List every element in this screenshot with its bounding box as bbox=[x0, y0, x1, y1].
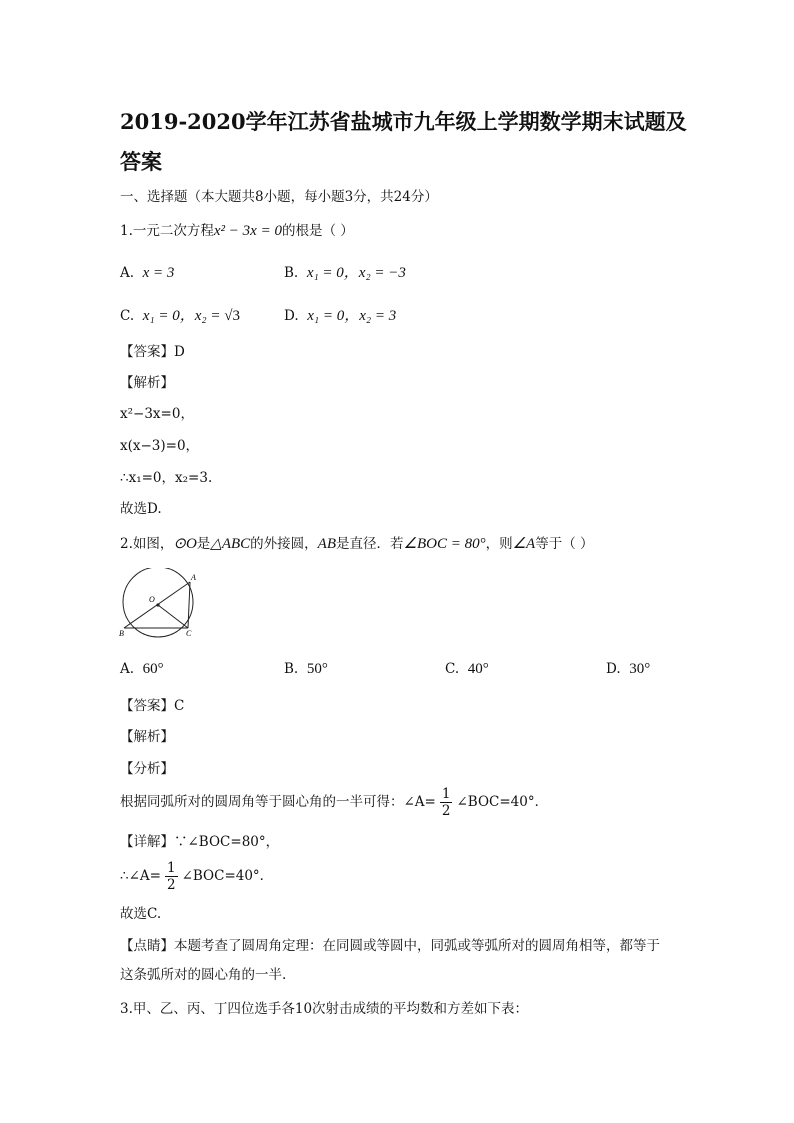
q2-stem-d: 是直径．若 bbox=[336, 536, 404, 552]
fenxi-text-b: ∠BOC=40°． bbox=[456, 794, 549, 810]
dianjing-tag: 【点睛】 bbox=[120, 938, 174, 954]
chord-ac bbox=[188, 582, 190, 628]
q1-answer bbox=[120, 343, 185, 361]
q2-circle-symbol: ⊙O bbox=[173, 536, 197, 552]
answer-value: C bbox=[174, 698, 185, 714]
q2-angle-boc: ∠BOC = 80° bbox=[403, 536, 486, 552]
q1-stem-b: 的根是（ ） bbox=[281, 223, 354, 239]
q2-detail-line1 bbox=[120, 833, 279, 851]
option-label: C. bbox=[120, 308, 135, 324]
q2-triangle-symbol: △ABC bbox=[210, 536, 251, 552]
q1-conclusion: 故选D. bbox=[120, 501, 162, 517]
fenxi-text-a: 根据同弧所对的圆周角等于圆心角的一半可得：∠A= bbox=[120, 794, 436, 810]
q1-analysis-tag: 【解析】 bbox=[120, 375, 174, 391]
option-math: 40° bbox=[467, 661, 489, 677]
q1-stem bbox=[120, 222, 354, 240]
answer-value: D bbox=[174, 344, 185, 360]
q2-stem-f: 等于（ ） bbox=[535, 536, 594, 552]
q1-step-2: x(x−3)=0， bbox=[120, 438, 200, 454]
option-math: x = 3 bbox=[142, 265, 175, 281]
center-point bbox=[156, 603, 159, 606]
option-math: x₁ = 0，x₂ = bbox=[142, 308, 225, 324]
detail-text-b2: ∠BOC=40°． bbox=[181, 868, 274, 884]
radius-oc bbox=[158, 605, 188, 628]
q2-conclusion: 故选C. bbox=[120, 906, 162, 922]
q2-angle-a: ∠A bbox=[512, 536, 536, 552]
q2-stem-e: ，则 bbox=[485, 536, 513, 552]
q1-stem-math: x² − 3x = 0 bbox=[213, 223, 282, 239]
circumcircle bbox=[123, 568, 193, 637]
detail-text-a: ∵∠BOC=80°， bbox=[174, 834, 280, 850]
option-math: 60° bbox=[142, 661, 164, 677]
option-label: A. bbox=[120, 661, 135, 677]
q1-option-c bbox=[120, 307, 240, 325]
fraction-denominator: 2 bbox=[166, 877, 176, 893]
label-b: B bbox=[119, 629, 124, 638]
option-math: x₁ = 0，x₂ = 3 bbox=[307, 308, 397, 324]
q2-analysis-tag: 【解析】 bbox=[120, 729, 174, 745]
doc-title-line2: 答案 bbox=[120, 149, 162, 174]
q2-fenxi-tag: 【分析】 bbox=[120, 761, 174, 777]
half-fraction bbox=[165, 860, 178, 893]
q1-step-3: ∴x₁=0，x₂=3. bbox=[120, 470, 213, 486]
q2-stem-a: 2.如图， bbox=[120, 536, 174, 552]
detail-tag: 【详解】 bbox=[120, 834, 174, 850]
answer-tag: 【答案】 bbox=[120, 344, 174, 360]
label-a: A bbox=[191, 573, 196, 582]
fraction-numerator: 1 bbox=[166, 860, 176, 876]
dianjing-text: 本题考查了圆周角定理：在同圆或等圆中，同弧或等弧所对的圆周角相等，都等于 bbox=[174, 938, 660, 954]
q2-option-c bbox=[445, 660, 489, 678]
option-label: C. bbox=[445, 661, 460, 677]
q2-detail-line2 bbox=[120, 860, 273, 893]
option-math: 30° bbox=[629, 661, 651, 677]
q2-option-d bbox=[606, 660, 650, 678]
sqrt-three: √3 bbox=[224, 308, 240, 324]
q2-stem-c: 的外接圆， bbox=[250, 536, 318, 552]
option-label: A. bbox=[120, 265, 135, 281]
q1-option-b bbox=[284, 264, 406, 282]
q2-dianjing-line2: 这条弧所对的圆心角的一半. bbox=[120, 967, 287, 983]
q2-answer bbox=[120, 697, 184, 715]
section-heading: 一、选择题（本大题共8小题，每小题3分，共24分） bbox=[120, 189, 438, 205]
q1-option-a bbox=[120, 264, 174, 282]
detail-text-b1: ∴∠A= bbox=[120, 868, 161, 884]
q2-dianjing-line1 bbox=[120, 937, 660, 955]
option-label: B. bbox=[284, 661, 299, 677]
q2-fenxi-line bbox=[120, 786, 548, 819]
q1-option-d bbox=[284, 307, 396, 325]
q2-stem-b: 是 bbox=[196, 536, 211, 552]
doc-title-line1: 2019-2020学年江苏省盐城市九年级上学期数学期末试题及 bbox=[120, 109, 687, 134]
fraction-denominator: 2 bbox=[441, 803, 451, 819]
q2-option-b bbox=[284, 660, 328, 678]
fraction-numerator: 1 bbox=[441, 786, 451, 802]
q1-stem-a: 1.一元二次方程 bbox=[120, 223, 214, 239]
q2-ab: AB bbox=[317, 536, 336, 552]
q2-circle-figure bbox=[116, 568, 202, 640]
label-c: C bbox=[186, 629, 192, 638]
label-o: O bbox=[149, 595, 155, 604]
q1-step-1: x²−3x=0， bbox=[120, 406, 194, 422]
option-label: B. bbox=[284, 265, 299, 281]
q2-stem bbox=[120, 535, 594, 553]
option-label: D. bbox=[606, 661, 621, 677]
option-math: 50° bbox=[306, 661, 328, 677]
option-math: x₁ = 0，x₂ = −3 bbox=[306, 265, 406, 281]
q3-stem: 3.甲、乙、丙、丁四位选手各10次射击成绩的平均数和方差如下表： bbox=[120, 1001, 529, 1017]
half-fraction bbox=[440, 786, 453, 819]
answer-tag: 【答案】 bbox=[120, 698, 174, 714]
q2-option-a bbox=[120, 660, 164, 678]
option-label: D. bbox=[284, 308, 299, 324]
